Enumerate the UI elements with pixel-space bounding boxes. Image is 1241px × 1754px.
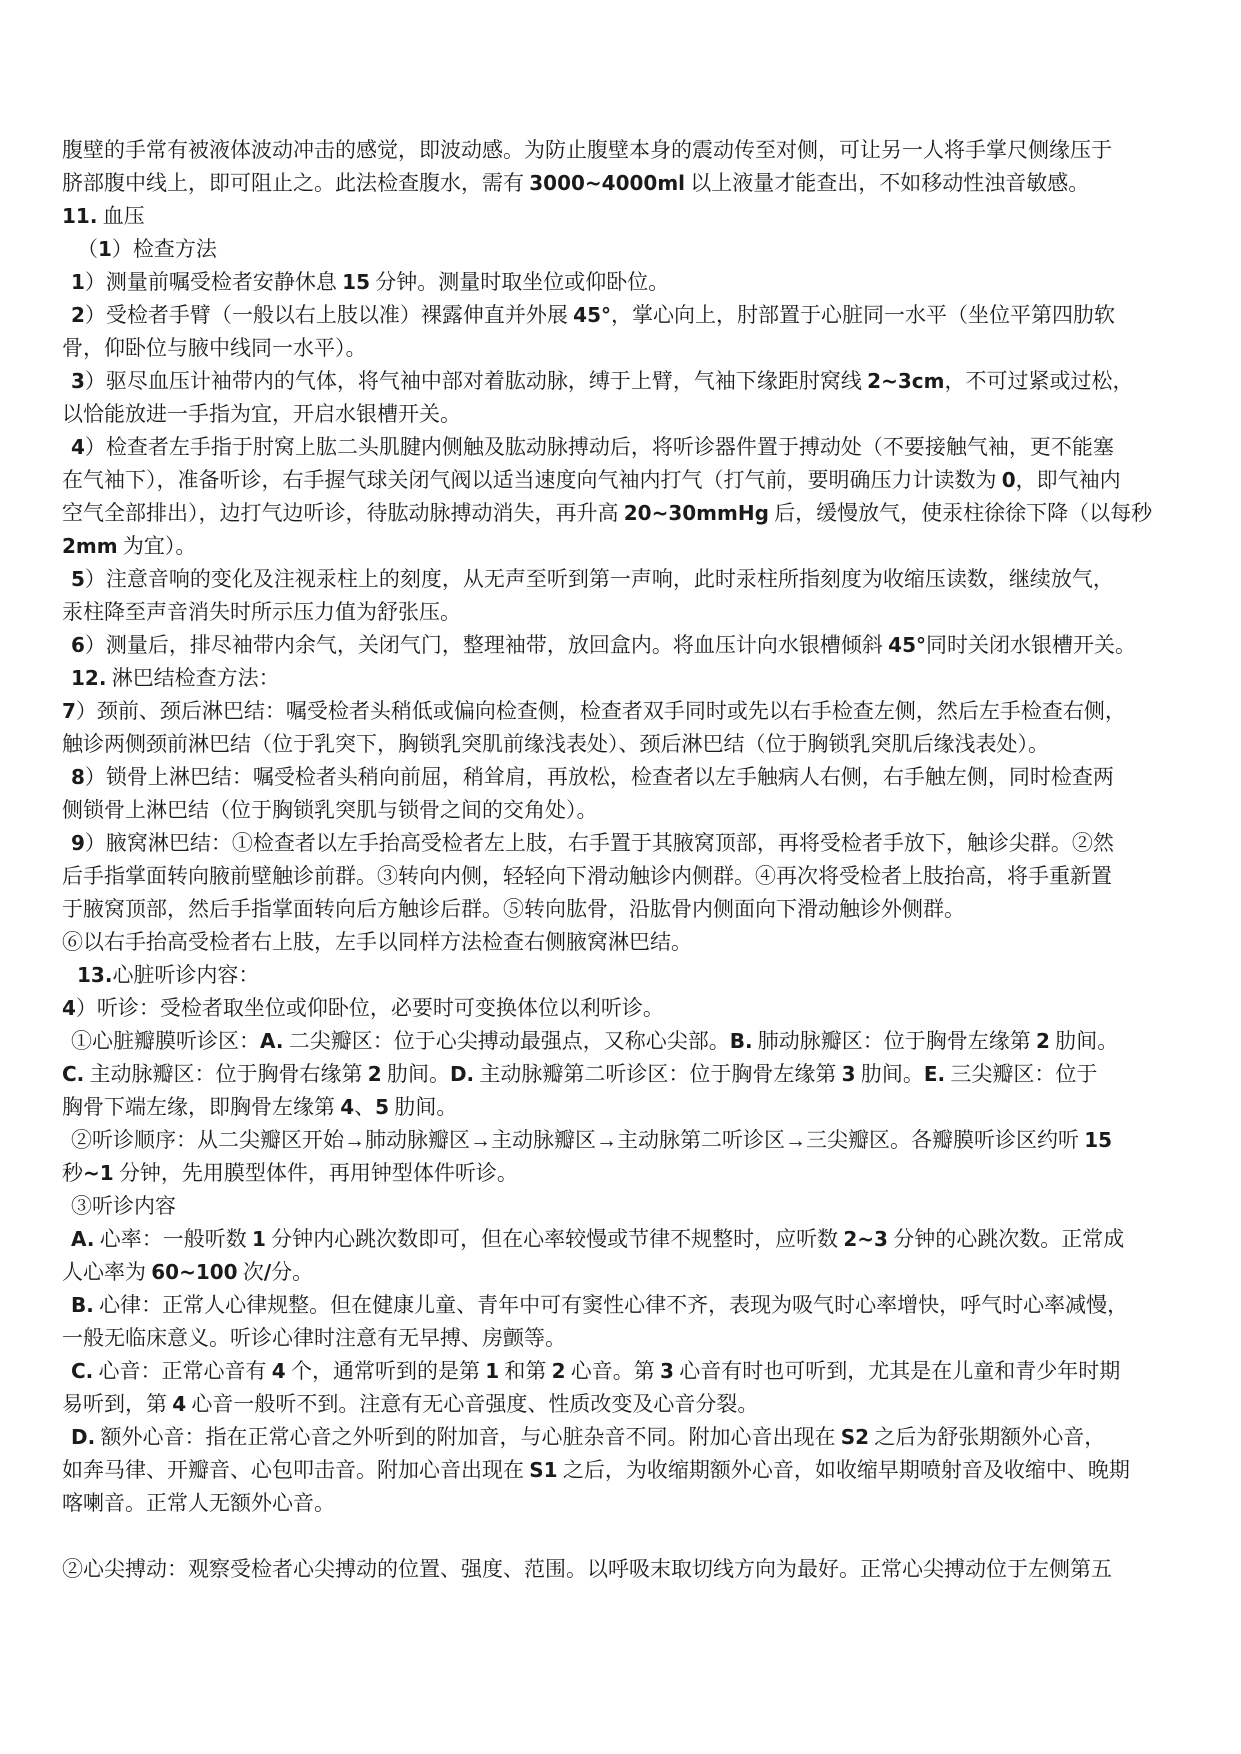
text-line: ⑥以右手抬高受检者右上肢，左手以同样方法检查右侧腋窝淋巴结。 [62,930,692,954]
text-line: ②听诊顺序：从二尖瓣区开始→肺动脉瓣区→主动脉瓣区→主动脉第二听诊区→三尖瓣区。各瓣膜听诊区约听 15 [71,1128,1113,1152]
latin-text: 1 [485,1359,500,1383]
latin-text: 5 [71,567,85,591]
text-line: 秒~1 分钟，先用膜型体件，再用钟型体件听诊。 [62,1161,518,1185]
text-line: 9）腋窝淋巴结：①检查者以左手抬高受检者左上肢，右手置于其腋窝顶部，再将受检者手放下，触诊尖群。②然 [71,831,1114,855]
text-line: 6）测量后，排尽袖带内余气，关闭气门，整理袖带，放回盒内。将血压计向水银槽倾斜 45°同时关闭水银槽开关。 [71,633,1137,657]
latin-text: 2~3 [843,1227,888,1251]
latin-text: ~1 [83,1161,114,1185]
text-line: 触诊两侧颈前淋巴结（位于乳突下，胸锁乳突肌前缘浅表处）、颈后淋巴结（位于胸锁乳突肌后缘浅表处）。 [62,732,1049,756]
text-line: C. 主动脉瓣区：位于胸骨右缘第 2 肋间。D. 主动脉瓣第二听诊区：位于胸骨左缘第 3 肋间。E. 三尖瓣区：位于 [62,1062,1098,1086]
latin-text: 2 [551,1359,566,1383]
text-line: 1）测量前嘱受检者安静休息 15 分钟。测量时取坐位或仰卧位。 [71,270,670,294]
text-line: 脐部腹中线上，即可阻止之。此法检查腹水，需有 3000~4000ml 以上液量才能查出，不如移动性浊音敏感。 [62,171,1090,195]
latin-text: 0 [1001,468,1016,492]
latin-text: 2 [1036,1029,1050,1053]
latin-text: 2 [367,1062,382,1086]
text-line: ③听诊内容 [71,1194,176,1218]
text-line: C. 心音：正常心音有 4 个，通常听到的是第 1 和第 2 心音。第 3 心音有时也可听到，尤其是在儿童和青少年时期 [71,1359,1121,1383]
text-line: 4）听诊：受检者取坐位或仰卧位，必要时可变换体位以利听诊。 [62,996,664,1020]
latin-text: E. [923,1062,946,1086]
text-line: 2）受检者手臂（一般以右上肢以准）裸露伸直并外展 45°，掌心向上，肘部置于心脏同一水平（坐位平第四肋软 [71,303,1116,327]
text-line: 易听到，第 4 心音一般听不到。注意有无心音强度、性质改变及心音分裂。 [62,1392,759,1416]
latin-text: A. [260,1029,284,1053]
latin-text: 5 [375,1095,390,1119]
latin-text: 20~30mmHg [623,501,769,525]
text-line: 于腋窝顶部，然后手指掌面转向后方触诊后群。⑤转向肱骨，沿肱骨内侧面向下滑动触诊外侧群。 [62,897,965,921]
latin-text: 1 [98,237,112,261]
text-line: 8）锁骨上淋巴结：嘱受检者头稍向前屈，稍耸肩，再放松，检查者以左手触病人右侧，右手触左侧，同时检查两 [71,765,1114,789]
latin-text: 15 [1084,1128,1113,1152]
text-line: 胸骨下端左缘，即胸骨左缘第 4、5 肋间。 [62,1095,458,1119]
latin-text: 4 [340,1095,355,1119]
latin-text: 7 [62,699,76,723]
latin-text: 2~3cm [867,369,945,393]
text-line: B. 心律：正常人心律规整。但在健康儿童、青年中可有窦性心律不齐，表现为吸气时心率增快，呼气时心率减慢， [71,1293,1129,1317]
text-line: 7）颈前、颈后淋巴结：嘱受检者头稍低或偏向检查侧，检查者双手同时或先以右手检查左侧，然后左手检查右侧， [62,699,1126,723]
text-line: 喀喇音。正常人无额外心音。 [62,1491,335,1515]
latin-text: 2 [71,303,85,327]
latin-text: 11. [62,204,98,228]
text-line [62,1520,1192,1553]
latin-text: 3 [841,1062,856,1086]
latin-text: 8 [71,765,85,789]
text-line: 汞柱降至声音消失时所示压力值为舒张压。 [62,600,461,624]
latin-text: D. [71,1425,96,1449]
latin-text: D. [449,1062,475,1086]
latin-text: 60~100 [151,1260,238,1284]
latin-text: 3000~4000ml [529,171,686,195]
latin-text: 45° [888,633,927,657]
text-line: 2mm 为宜）。 [62,534,197,558]
latin-text: 4 [172,1392,187,1416]
latin-text: 9 [71,831,85,855]
text-line: 侧锁骨上淋巴结（位于胸锁乳突肌与锁骨之间的交角处）。 [62,798,598,822]
latin-text: 12. [71,666,107,690]
latin-text: 1 [71,270,85,294]
text-line: （1）检查方法 [77,237,217,261]
text-line: ①心脏瓣膜听诊区：A. 二尖瓣区：位于心尖搏动最强点，又称心尖部。B. 肺动脉瓣区：位于胸骨左缘第 2 肋间。 [71,1029,1119,1053]
text-line: 3）驱尽血压计袖带内的气体，将气袖中部对着肱动脉，缚于上臂，气袖下缘距肘窝线 2~3cm，不可过紧或过松， [71,369,1134,393]
text-line: 腹壁的手常有被液体波动冲击的感觉，即波动感。为防止腹壁本身的震动传至对侧，可让另一人将手掌尺侧缘压于 [62,138,1112,162]
text-line: 4）检查者左手指于肘窝上肱二头肌腱内侧触及肱动脉搏动后，将听诊器件置于搏动处（不要接触气袖，更不能塞 [71,435,1114,459]
text-line: 12. 淋巴结检查方法： [71,666,280,690]
latin-text: 4 [71,435,85,459]
latin-text: B. [71,1293,94,1317]
latin-text: 13. [77,963,113,987]
latin-text: S2 [840,1425,870,1449]
text-line: 如奔马律、开瓣音、心包叩击音。附加心音出现在 S1 之后，为收缩期额外心音，如收缩早期喷射音及收缩中、晚期 [62,1458,1130,1482]
text-line: 以恰能放进一手指为宜，开启水银槽开关。 [62,402,461,426]
latin-text: 45° [573,303,612,327]
latin-text: C. [62,1062,85,1086]
text-line: ②心尖搏动：观察受检者心尖搏动的位置、强度、范围。以呼吸末取切线方向为最好。正常心尖搏动位于左侧第五 [62,1557,1112,1581]
text-line: 一般无临床意义。听诊心律时注意有无早搏、房颤等。 [62,1326,566,1350]
text-line: 后手指掌面转向腋前壁触诊前群。③转向内侧，轻轻向下滑动触诊内侧群。④再次将受检者上肢抬高，将手重新置 [62,864,1112,888]
latin-text: 1 [251,1227,266,1251]
latin-text: 15 [342,270,371,294]
text-line: 骨，仰卧位与腋中线同一水平）。 [62,336,367,360]
document-body [62,134,1192,1586]
text-line: 11. 血压 [62,204,145,228]
latin-text: S1 [529,1458,558,1482]
text-line: 空气全部排出），边打气边听诊，待肱动脉搏动消失，再升高 20~30mmHg 后，缓慢放气，使汞柱徐徐下降（以每秒 [62,501,1153,525]
latin-text: B. [729,1029,753,1053]
latin-text: A. [71,1227,95,1251]
latin-text: 4 [62,996,76,1020]
latin-text: 3 [660,1359,674,1383]
text-line: 人心率为 60~100 次/分。 [62,1260,314,1284]
latin-text: 3 [71,369,85,393]
text-line: 在气袖下），准备听诊，右手握气球关闭气阀以适当速度向气袖内打气（打气前，要明确压力计读数为 0，即气袖内 [62,468,1121,492]
latin-text: / [263,1260,272,1284]
latin-text: C. [71,1359,94,1383]
text-line: A. 心率：一般听数 1 分钟内心跳次数即可，但在心率较慢或节律不规整时，应听数 2~3 分钟的心跳次数。正常成 [71,1227,1125,1251]
latin-text: 2mm [62,534,118,558]
latin-text: 4 [271,1359,286,1383]
text-line: 5）注意音响的变化及注视汞柱上的刻度，从无声至听到第一声响，此时汞柱所指刻度为收缩压读数，继续放气， [71,567,1114,591]
text-line: 13.心脏听诊内容： [77,963,260,987]
latin-text: 6 [71,633,85,657]
text-line: D. 额外心音：指在正常心音之外听到的附加音，与心脏杂音不同。附加心音出现在 S2 之后为舒张期额外心音， [71,1425,1106,1449]
